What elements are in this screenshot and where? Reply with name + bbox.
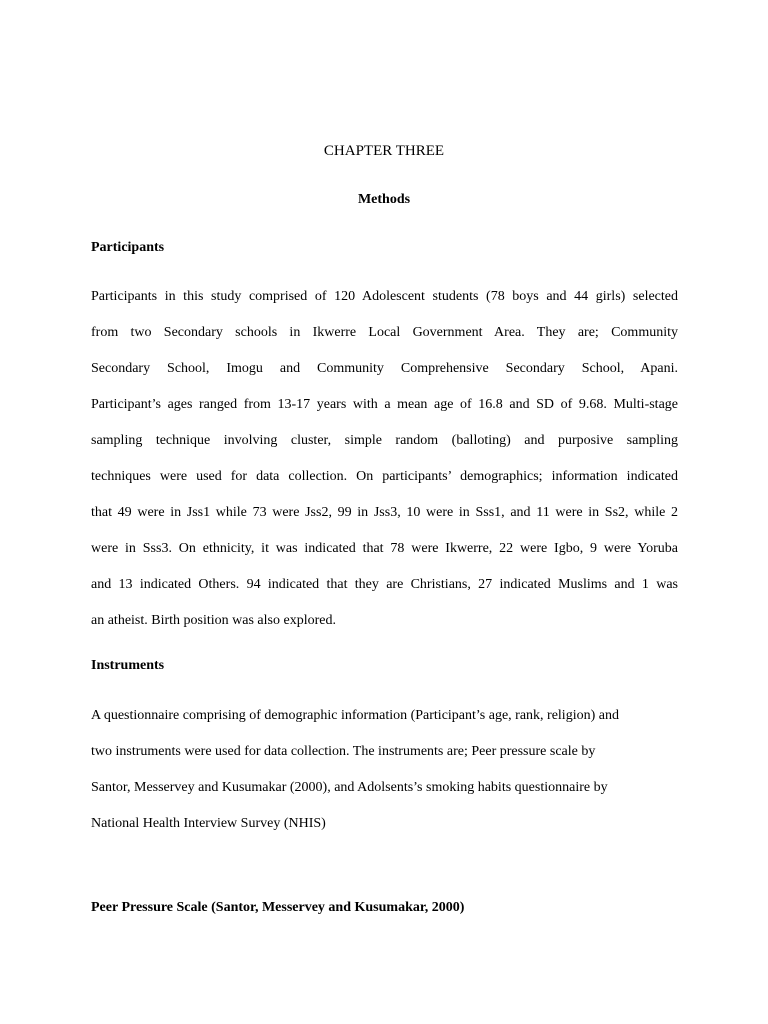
participants-line-6: techniques were used for data collection. On participants’ demographics; information indicated xyxy=(91,469,678,484)
instruments-line-3: Santor, Messervey and Kusumakar (2000), and Adolsents’s smoking habits questionnaire by xyxy=(91,780,608,795)
participants-line-10: an atheist. Birth position was also explored. xyxy=(91,613,336,628)
instruments-line-1: A questionnaire comprising of demographic information (Participant’s age, rank, religion) and xyxy=(91,708,619,723)
peer-pressure-scale-heading: Peer Pressure Scale (Santor, Messervey and Kusumakar, 2000) xyxy=(91,900,465,915)
instruments-paragraph xyxy=(91,698,678,842)
participants-line-9: and 13 indicated Others. 94 indicated that they are Christians, 27 indicated Muslims and 1 was xyxy=(91,577,678,592)
instruments-line-2: two instruments were used for data collection. The instruments are; Peer pressure scale by xyxy=(91,744,596,759)
participants-line-7: that 49 were in Jss1 while 73 were Jss2, 99 in Jss3, 10 were in Sss1, and 11 were in Ss2, while 2 xyxy=(91,505,678,520)
participants-line-3: Secondary School, Imogu and Community Comprehensive Secondary School, Apani. xyxy=(91,361,678,376)
participants-heading: Participants xyxy=(91,240,165,255)
participants-line-4: Participant’s ages ranged from 13-17 years with a mean age of 16.8 and SD of 9.68. Multi-stage xyxy=(91,397,678,412)
participants-paragraph xyxy=(91,279,678,639)
chapter-title: CHAPTER THREE xyxy=(323,143,445,159)
participants-line-8: were in Sss3. On ethnicity, it was indicated that 78 were Ikwerre, 22 were Igbo, 9 were Yoruba xyxy=(91,541,678,556)
instruments-line-4: National Health Interview Survey (NHIS) xyxy=(91,816,326,831)
instruments-heading: Instruments xyxy=(91,658,165,673)
participants-line-1: Participants in this study comprised of 120 Adolescent students (78 boys and 44 girls) selected xyxy=(91,289,678,304)
participants-line-5: sampling technique involving cluster, simple random (balloting) and purposive sampling xyxy=(91,433,678,448)
participants-line-2: from two Secondary schools in Ikwerre Local Government Area. They are; Community xyxy=(91,325,678,340)
section-title: Methods xyxy=(357,192,411,207)
